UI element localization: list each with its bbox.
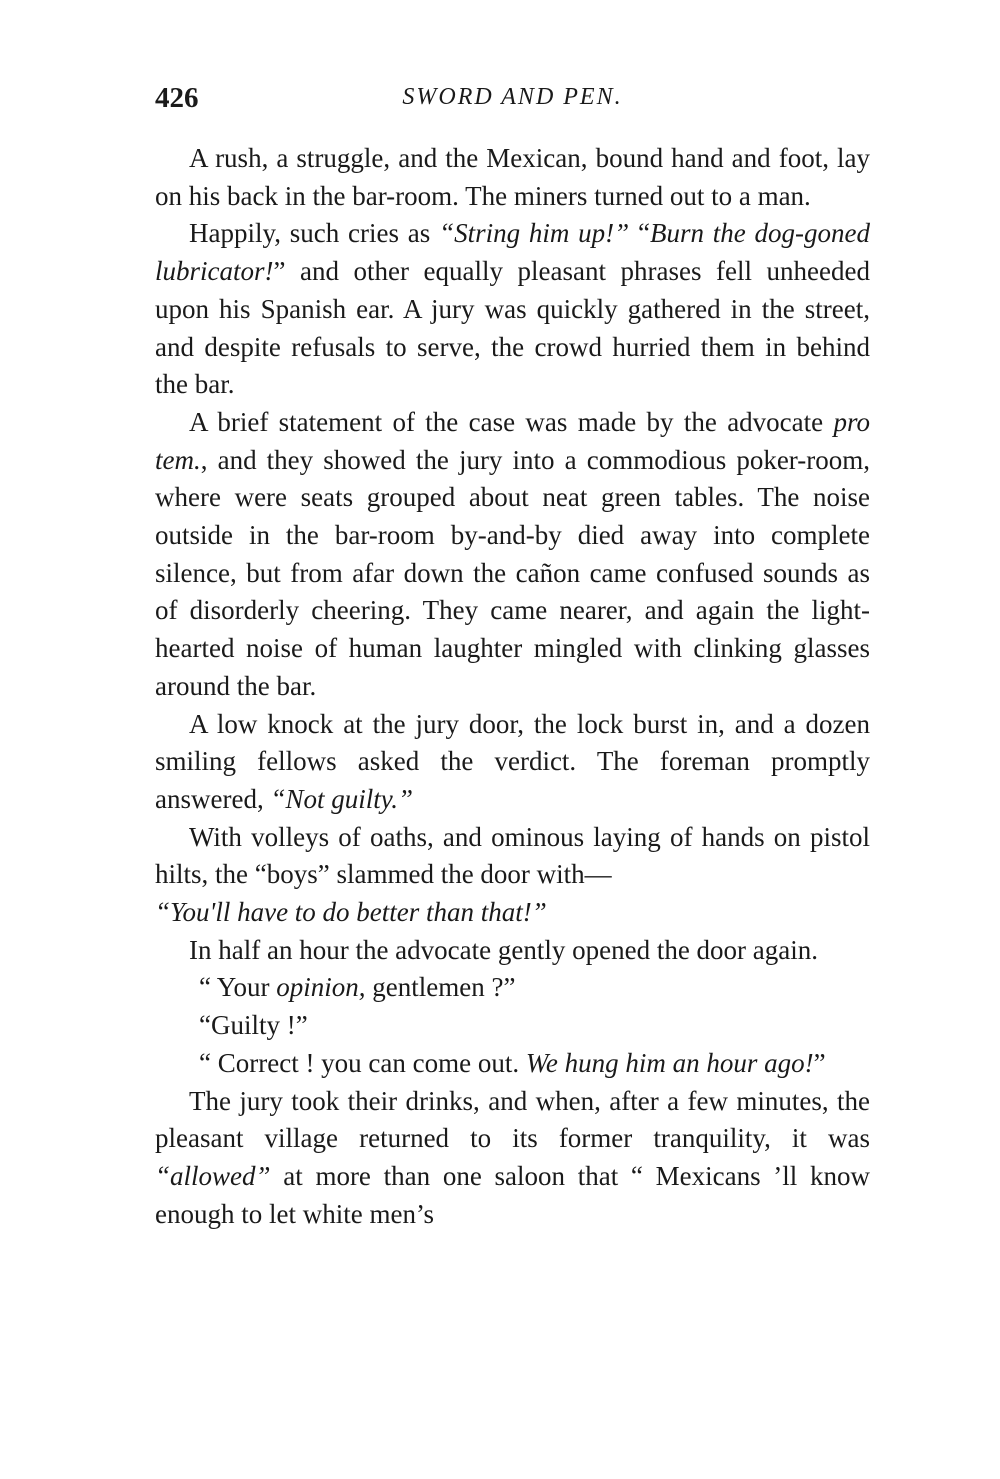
paragraph-2 (155, 215, 870, 404)
paragraph-4-verdict: “Not guilty.” (270, 783, 413, 814)
paragraph-7 (155, 969, 870, 1007)
paragraph-3 (155, 404, 870, 706)
paragraph-3-text-b: , and they showed the jury into a commodious poker-room, where were seats grouped about neat green tables. The noise outside in the bar-room by-and-by died away into complete silence, but from afar down the cañon came confused sounds as of disorderly cheering. They came nearer, and again the light-hearted noise of human laughter mingled with clinking glasses around the bar. (155, 444, 870, 701)
running-title: SWORD AND PEN. (402, 84, 623, 110)
paragraph-10-text-a: The jury took their drinks, and when, after a few minutes, the pleasant village returned to its former tranquility, it was (155, 1085, 870, 1154)
paragraph-2-open-quote: “ (629, 218, 650, 249)
paragraph-6 (155, 932, 870, 970)
paragraph-5-text: With volleys of oaths, and ominous laying of hands on pistol hilts, the “boys” slammed the door with— (155, 821, 870, 890)
body-text (155, 140, 870, 1233)
page-header (155, 82, 870, 122)
paragraph-3-italic: pro tem. (155, 406, 870, 475)
paragraph-3-text-a: A brief statement of the case was made by the advocate (189, 406, 834, 437)
paragraph-7-text-a: “ Your (199, 972, 277, 1003)
paragraph-10-italic: “allowed” (155, 1160, 271, 1191)
paragraph-2-text-a: Happily, such cries as (189, 218, 440, 249)
paragraph-7-italic: opinion, (276, 972, 366, 1003)
paragraph-2-quote-1: “String him up!” (439, 218, 630, 249)
paragraph-9-text-a: “ Correct ! you can come out. (199, 1047, 526, 1078)
paragraph-2-quote-2: Burn the dog-goned lubricator! (155, 218, 870, 287)
paragraph-9 (155, 1045, 870, 1083)
paragraph-1-text: A rush, a struggle, and the Mexican, bound hand and foot, lay on his back in the bar-room. The miners turned out to a man. (155, 143, 870, 211)
paragraph-1 (155, 140, 870, 215)
paragraph-5-quote: “You'll have to do better than that!” (155, 897, 547, 928)
paragraph-7-text-b: gentlemen ?” (365, 972, 516, 1003)
paragraph-4-text: A low knock at the jury door, the lock burst in, and a dozen smiling fellows asked the verdict. The foreman promptly answered, (155, 708, 870, 814)
paragraph-8-text: “Guilty !” (199, 1010, 308, 1041)
paragraph-10-text-b: at more than one saloon that “ Mexicans ’ll know enough to let white men’s (155, 1160, 870, 1229)
paragraph-4 (155, 706, 870, 819)
paragraph-2-text-b: ” and other equally pleasant phrases fell unheeded upon his Spanish ear. A jury was quickly gathered in the street, and despite refusals to serve, the crowd hurried them in behind the bar. (155, 256, 870, 400)
paragraph-5 (155, 819, 870, 932)
paragraph-9-italic: We hung him an hour ago! (525, 1047, 814, 1078)
paragraph-6-text: In half an hour the advocate gently opened the door again. (189, 934, 819, 965)
paragraph-9-close-quote: ” (813, 1047, 826, 1078)
paragraph-10 (155, 1083, 870, 1234)
page-number: 426 (155, 82, 199, 114)
paragraph-8 (155, 1007, 870, 1045)
